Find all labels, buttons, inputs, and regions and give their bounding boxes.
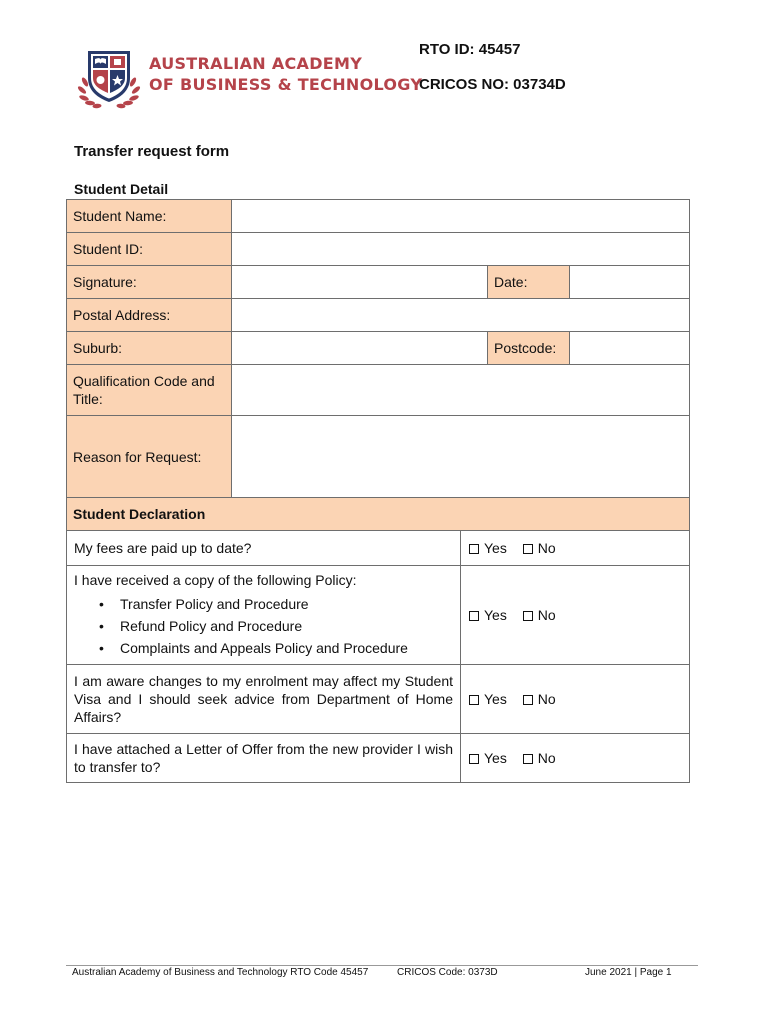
postcode-field[interactable]: [570, 332, 690, 365]
student-id-field[interactable]: [232, 233, 690, 266]
checkbox-icon[interactable]: [523, 754, 533, 764]
reason-field[interactable]: [232, 416, 690, 499]
academy-logo: [76, 48, 142, 110]
yes-label: Yes: [484, 691, 507, 707]
qualification-field[interactable]: [232, 365, 690, 416]
checkbox-icon[interactable]: [523, 695, 533, 705]
policy-item-transfer: • Transfer Policy and Procedure: [74, 593, 453, 615]
checkbox-icon[interactable]: [523, 611, 533, 621]
date-field[interactable]: [570, 266, 690, 299]
policy-yes-option[interactable]: [469, 607, 507, 623]
policy-no-option[interactable]: [523, 607, 556, 623]
declaration-fees-options: [461, 531, 690, 566]
student-id-label: Student ID:: [67, 233, 232, 266]
declaration-visa-options: [461, 665, 690, 734]
suburb-label: Suburb:: [67, 332, 232, 365]
visa-no-option[interactable]: [523, 691, 556, 707]
declaration-offer-text: I have attached a Letter of Offer from the new provider I wish to transfer to?: [67, 734, 461, 783]
qualification-label-line1: Qualification Code and: [73, 373, 215, 389]
student-detail-heading: Student Detail: [74, 181, 169, 197]
checkbox-icon[interactable]: [469, 611, 479, 621]
yes-label: Yes: [484, 750, 507, 766]
checkbox-icon[interactable]: [469, 695, 479, 705]
no-label: No: [537, 750, 556, 766]
reason-label: Reason for Request:: [67, 416, 232, 499]
organization-name: [149, 53, 422, 95]
footer-org-rto: Australian Academy of Business and Technology RTO Code 45457: [72, 967, 369, 978]
yes-label: Yes: [484, 540, 507, 556]
no-label: No: [537, 540, 556, 556]
postal-address-field[interactable]: [232, 299, 690, 332]
offer-yes-option[interactable]: [469, 750, 507, 766]
qualification-label-line2: Title:: [73, 391, 103, 407]
visa-yes-option[interactable]: [469, 691, 507, 707]
org-name-line2: OF BUSINESS & TECHNOLOGY: [149, 75, 423, 94]
declaration-visa-text: I am aware changes to my enrolment may affect my Student Visa and I should seek advice from Department of Home Affairs?: [67, 665, 461, 734]
yes-label: Yes: [484, 607, 507, 623]
student-name-label: Student Name:: [67, 200, 232, 233]
student-declaration-heading: Student Declaration: [67, 498, 690, 531]
policy-item-refund: • Refund Policy and Procedure: [74, 615, 453, 637]
rto-id: RTO ID: 45457: [419, 41, 521, 58]
declaration-fees-text: My fees are paid up to date?: [67, 531, 461, 566]
checkbox-icon[interactable]: [469, 754, 479, 764]
qualification-label: [67, 365, 232, 416]
student-detail-table: [66, 199, 690, 499]
signature-field[interactable]: [232, 266, 488, 299]
fees-yes-option[interactable]: [469, 540, 507, 556]
postcode-label: Postcode:: [488, 332, 570, 365]
footer-divider: [66, 965, 698, 966]
offer-no-option[interactable]: [523, 750, 556, 766]
date-label: Date:: [488, 266, 570, 299]
form-title: Transfer request form: [74, 143, 230, 160]
footer-cricos: CRICOS Code: 0373D: [397, 967, 498, 978]
signature-label: Signature:: [67, 266, 232, 299]
org-name-line1: AUSTRALIAN ACADEMY: [149, 54, 363, 73]
declaration-policy-text: I have received a copy of the following Policy:: [74, 572, 357, 588]
student-name-field[interactable]: [232, 200, 690, 233]
declaration-policy-cell: [67, 566, 461, 665]
student-declaration-table: [66, 497, 690, 783]
policy-item-complaints: • Complaints and Appeals Policy and Procedure: [74, 637, 453, 659]
checkbox-icon[interactable]: [469, 544, 479, 554]
no-label: No: [537, 691, 556, 707]
fees-no-option[interactable]: [523, 540, 556, 556]
footer-date-page: June 2021 | Page 1: [585, 967, 672, 978]
no-label: No: [537, 607, 556, 623]
policy-list: [74, 593, 453, 659]
declaration-offer-options: [461, 734, 690, 783]
checkbox-icon[interactable]: [523, 544, 533, 554]
suburb-field[interactable]: [232, 332, 488, 365]
postal-address-label: Postal Address:: [67, 299, 232, 332]
cricos-number: CRICOS NO: 03734D: [419, 76, 566, 93]
declaration-policy-options: [461, 566, 690, 665]
